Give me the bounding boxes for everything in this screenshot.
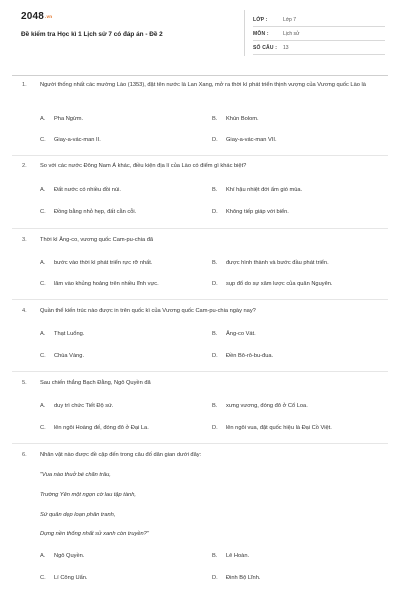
meta-label: MÔN : xyxy=(253,31,269,37)
header-divider xyxy=(244,10,245,56)
meta-row-subject xyxy=(253,26,385,41)
option-d[interactable] xyxy=(212,137,277,143)
option-text: duy trì chức Tiết Độ sứ. xyxy=(54,403,114,409)
option-a[interactable] xyxy=(40,403,113,409)
question-separator xyxy=(12,443,388,444)
option-letter: B. xyxy=(212,260,218,266)
option-b[interactable] xyxy=(212,260,329,266)
option-b[interactable] xyxy=(212,553,249,559)
option-letter: C. xyxy=(40,353,46,359)
option-a[interactable] xyxy=(40,116,83,122)
option-letter: B. xyxy=(212,116,218,122)
question-separator xyxy=(12,371,388,372)
option-c[interactable] xyxy=(40,137,101,143)
option-letter: B. xyxy=(212,403,218,409)
option-d[interactable] xyxy=(212,575,260,581)
option-text: Giay-a-vác-man II. xyxy=(54,137,101,143)
option-letter: D. xyxy=(212,575,218,581)
option-c[interactable] xyxy=(40,353,84,359)
meta-label: SỐ CÂU : xyxy=(253,45,278,51)
question-separator xyxy=(12,228,388,229)
question-number: 5. xyxy=(22,380,27,386)
poem-line: "Vua nào thuở bé chăn trâu, xyxy=(40,472,111,478)
question-number: 2. xyxy=(22,163,27,169)
option-letter: A. xyxy=(40,331,46,337)
option-letter: B. xyxy=(212,187,218,193)
meta-value: Lớp 7 xyxy=(283,17,297,23)
option-text: Đền Bô-rô-bu-đua. xyxy=(226,353,274,359)
poem-line: Dựng nền thống nhất sử xanh còn truyền?" xyxy=(40,531,149,537)
question-stem: Nhân vật nào được đề cập đến trong câu đố dân gian dưới đây: xyxy=(40,452,202,458)
option-text: Đất nước có nhiều đồi núi. xyxy=(54,187,121,193)
option-letter: A. xyxy=(40,260,46,266)
option-text: Khí hậu nhiệt đới ẩm gió mùa. xyxy=(226,187,303,193)
option-text: lên ngôi vua, đặt quốc hiệu là Đại Cồ Việt. xyxy=(226,425,332,431)
option-text: Chùa Vàng. xyxy=(54,353,85,359)
option-text: Thạt Luổng. xyxy=(54,331,85,337)
option-a[interactable] xyxy=(40,260,152,266)
option-d[interactable] xyxy=(212,353,273,359)
option-a[interactable] xyxy=(40,331,84,337)
option-text: Không tiếp giáp với biển. xyxy=(226,209,289,215)
option-b[interactable] xyxy=(212,403,308,409)
question-stem: So với các nước Đông Nam Á khác, điều kiện địa lí của Lào có điểm gì khác biệt? xyxy=(40,163,247,169)
option-c[interactable] xyxy=(40,209,136,215)
option-letter: A. xyxy=(40,187,46,193)
option-letter: C. xyxy=(40,209,46,215)
option-letter: A. xyxy=(40,116,46,122)
question-separator xyxy=(12,155,388,156)
header-rule xyxy=(12,75,388,76)
option-c[interactable] xyxy=(40,425,149,431)
option-text: Ăng-co Vát. xyxy=(226,331,256,337)
question-number: 1. xyxy=(22,82,27,88)
option-letter: D. xyxy=(212,353,218,359)
option-text: lâm vào khủng hoảng trên nhiều lĩnh vực. xyxy=(54,281,159,287)
option-b[interactable] xyxy=(212,116,259,122)
meta-label: LỚP : xyxy=(253,17,268,23)
site-logo[interactable] xyxy=(21,11,52,22)
question-stem: Sau chiến thắng Bạch Đằng, Ngô Quyền đã xyxy=(40,380,151,386)
question-number: 3. xyxy=(22,237,27,243)
option-b[interactable] xyxy=(212,331,256,337)
option-letter: B. xyxy=(212,331,218,337)
option-d[interactable] xyxy=(212,209,289,215)
option-b[interactable] xyxy=(212,187,302,193)
page-header xyxy=(0,0,400,62)
option-letter: D. xyxy=(212,137,218,143)
option-d[interactable] xyxy=(212,281,333,287)
option-text: Pha Ngừm. xyxy=(54,116,84,122)
poem-line: Sứ quân dẹp loạn phân tranh, xyxy=(40,512,116,518)
question-stem: Người thống nhất các mường Lào (1353), đặt tên nước là Lan Xang, mở ra thời kì phát triển thịnh vượng của Vương quốc Lào là xyxy=(40,82,366,88)
option-letter: C. xyxy=(40,137,46,143)
meta-value: Lịch sử xyxy=(283,31,300,37)
option-d[interactable] xyxy=(212,425,332,431)
option-a[interactable] xyxy=(40,187,121,193)
option-text: Đinh Bộ Lĩnh. xyxy=(226,575,261,581)
logo-tld: .vn xyxy=(45,13,53,19)
question-stem: Quần thể kiến trúc nào được in trên quốc kì của Vương quốc Cam-pu-chia ngày nay? xyxy=(40,308,256,314)
option-letter: C. xyxy=(40,425,46,431)
option-text: được hình thành và bước đầu phát triển. xyxy=(226,260,329,266)
option-text: xưng vương, đóng đô ở Cổ Loa. xyxy=(226,403,308,409)
option-letter: C. xyxy=(40,281,46,287)
question-number: 6. xyxy=(22,452,27,458)
document-title: Đề kiểm tra Học kì 1 Lịch sử 7 có đáp án - Đề 2 xyxy=(21,31,163,38)
option-c[interactable] xyxy=(40,575,88,581)
meta-row-class xyxy=(253,12,385,27)
question-separator xyxy=(12,299,388,300)
option-c[interactable] xyxy=(40,281,159,287)
option-letter: D. xyxy=(212,425,218,431)
question-stem: Thời kì Ăng-co, vương quốc Cam-pu-chia đã xyxy=(40,237,154,243)
option-text: Ngô Quyền. xyxy=(54,553,85,559)
option-text: bước vào thời kì phát triển rực rỡ nhất. xyxy=(54,260,153,266)
option-text: sụp đổ do sự xâm lược của quân Nguyên. xyxy=(226,281,333,287)
option-letter: D. xyxy=(212,209,218,215)
option-letter: B. xyxy=(212,553,218,559)
option-text: Giay-a-vác-man VII. xyxy=(226,137,277,143)
question-number: 4. xyxy=(22,308,27,314)
option-letter: C. xyxy=(40,575,46,581)
option-a[interactable] xyxy=(40,553,84,559)
option-letter: D. xyxy=(212,281,218,287)
option-letter: A. xyxy=(40,403,46,409)
option-text: Lí Công Uẩn. xyxy=(54,575,88,581)
poem-line: Trường Yên một ngọn cờ lau tập tành, xyxy=(40,492,136,498)
option-text: lên ngôi Hoàng đế, đóng đô ở Đại La. xyxy=(54,425,149,431)
option-text: Lê Hoàn. xyxy=(226,553,250,559)
option-text: Đồng bằng nhỏ hẹp, đất cằn cỗi. xyxy=(54,209,137,215)
meta-row-count xyxy=(253,40,385,55)
meta-value: 13 xyxy=(283,45,289,51)
option-letter: A. xyxy=(40,553,46,559)
logo-text: 2048 xyxy=(21,11,45,22)
option-text: Khún Bolom. xyxy=(226,116,259,122)
